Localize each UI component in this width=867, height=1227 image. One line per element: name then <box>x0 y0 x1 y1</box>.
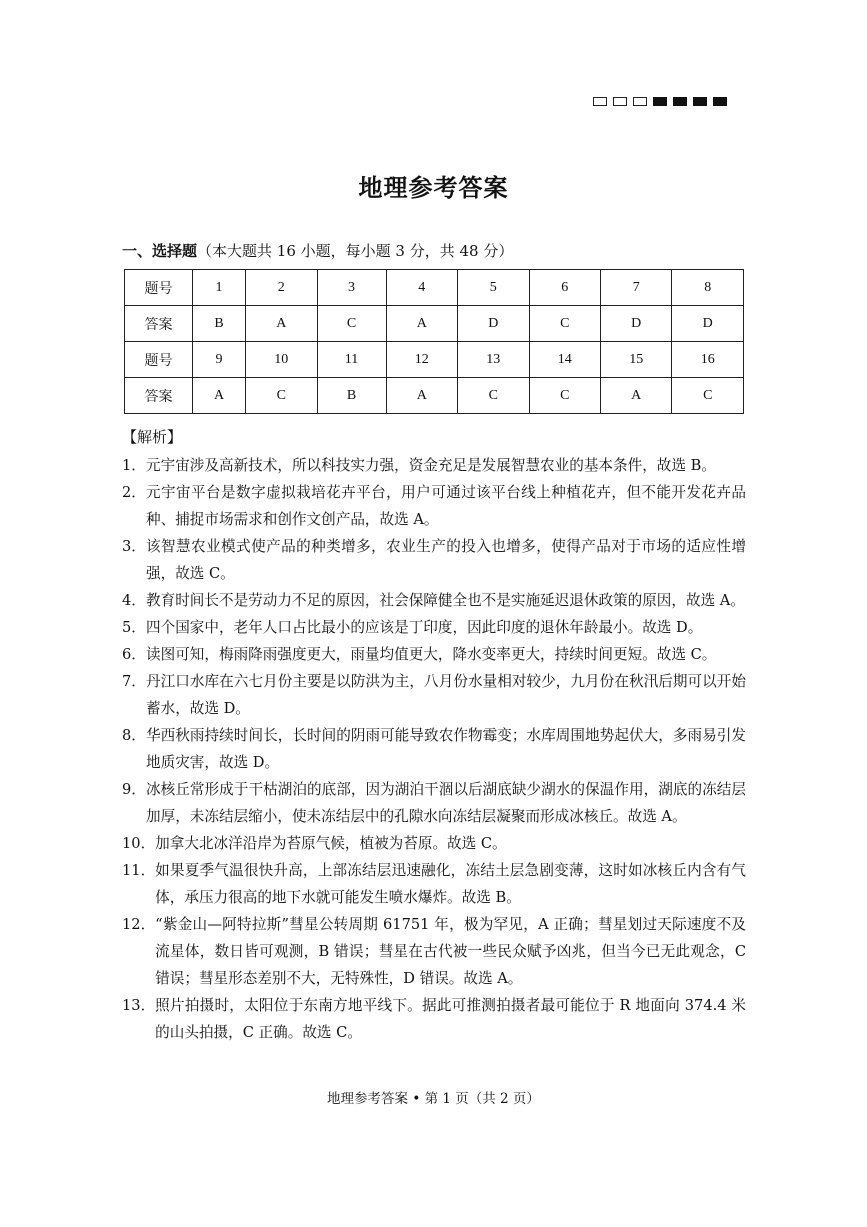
answer-cell: B <box>193 306 246 342</box>
item-number: 7． <box>122 673 146 690</box>
filled-square-mark <box>673 97 687 106</box>
page-footer: 地理参考答案 • 第 1 页（共 2 页） <box>327 1091 540 1107</box>
section-heading <box>122 240 513 261</box>
item-number: 13． <box>122 997 156 1014</box>
empty-square-mark <box>633 97 647 106</box>
item-number: 12． <box>122 916 156 933</box>
analysis-item <box>122 992 746 1046</box>
analysis-item <box>122 641 746 668</box>
answer-cell: C <box>458 378 529 414</box>
question-number-cell: 16 <box>672 342 744 378</box>
question-number-cell: 12 <box>386 342 457 378</box>
analysis-item <box>122 587 746 614</box>
item-text: 读图可知，梅雨降雨强度更大，雨量均值更大，降水变率更大，持续时间更短。故选 C。 <box>146 646 717 663</box>
answer-table <box>124 269 744 414</box>
answer-cell: C <box>529 306 600 342</box>
answer-cell: A <box>600 378 671 414</box>
answer-cell: D <box>672 306 744 342</box>
analysis-item <box>122 452 746 479</box>
analysis-item <box>122 479 746 533</box>
item-text: 元宇宙平台是数字虚拟栽培花卉平台，用户可通过该平台线上种植花卉，但不能开发花卉品种、捕捉市场需求和创作文创产品，故选 A。 <box>146 484 746 528</box>
answer-cell: B <box>317 378 386 414</box>
question-number-cell: 10 <box>246 342 317 378</box>
analysis-item <box>122 533 746 587</box>
answer-cell: A <box>246 306 317 342</box>
analysis-item <box>122 668 746 722</box>
item-text: 照片拍摄时，太阳位于东南方地平线下。据此可推测拍摄者最可能位于 R 地面向 374.4 米的山头拍摄，C 正确。故选 C。 <box>155 997 746 1041</box>
row-label: 题号 <box>125 342 193 378</box>
page-title: 地理参考答案 <box>358 173 509 202</box>
item-number: 9． <box>122 781 146 798</box>
row-label: 答案 <box>125 306 193 342</box>
answer-cell: D <box>600 306 671 342</box>
item-number: 3． <box>122 538 146 555</box>
question-number-cell: 1 <box>193 270 246 306</box>
row-label: 答案 <box>125 378 193 414</box>
question-number-cell: 9 <box>193 342 246 378</box>
item-text: 四个国家中，老年人口占比最小的应该是丁印度，因此印度的退休年龄最小。故选 D。 <box>146 619 703 636</box>
section-note: （本大题共 16 小题，每小题 3 分，共 48 分） <box>197 242 514 260</box>
answer-row <box>125 378 744 414</box>
answer-cell: A <box>193 378 246 414</box>
question-number-cell: 11 <box>317 342 386 378</box>
analysis-item <box>122 830 746 857</box>
section-label: 一、选择题 <box>122 242 198 260</box>
analysis-item <box>122 911 746 992</box>
empty-square-mark <box>613 97 627 106</box>
answer-cell: C <box>246 378 317 414</box>
question-number-cell: 4 <box>386 270 457 306</box>
filled-square-mark <box>653 97 667 106</box>
item-number: 4． <box>122 592 146 609</box>
analysis-item <box>122 776 746 830</box>
item-number: 10． <box>122 835 156 852</box>
item-text: 加拿大北冰洋沿岸为苔原气候，植被为苔原。故选 C。 <box>155 835 507 852</box>
item-text: 如果夏季气温很快升高，上部冻结层迅速融化，冻结土层急剧变薄，这时如冰核丘内含有气体，承压力很高的地下水就可能发生喷水爆炸。故选 B。 <box>155 862 746 906</box>
item-text: 冰核丘常形成于干枯湖泊的底部，因为湖泊干涸以后湖底缺少湖水的保温作用，湖底的冻结层加厚，未冻结层缩小，使未冻结层中的孔隙水向冻结层凝聚而形成冰核丘。故选 A。 <box>146 781 746 825</box>
answer-cell: C <box>529 378 600 414</box>
item-number: 1． <box>122 457 146 474</box>
question-number-cell: 7 <box>600 270 671 306</box>
item-number: 5． <box>122 619 146 636</box>
item-number: 6． <box>122 646 146 663</box>
item-text: 华西秋雨持续时间长，长时间的阴雨可能导致农作物霉变；水库周围地势起伏大，多雨易引发地质灾害，故选 D。 <box>146 727 746 771</box>
item-text: 丹江口水库在六七月份主要是以防洪为主，八月份水量相对较少，九月份在秋汛后期可以开始蓄水，故选 D。 <box>146 673 746 717</box>
analysis-item <box>122 614 746 641</box>
row-label: 题号 <box>125 270 193 306</box>
analysis-item <box>122 722 746 776</box>
filled-square-mark <box>693 97 707 106</box>
item-text: “紫金山—阿特拉斯”彗星公转周期 61751 年，极为罕见，A 正确；彗星划过天际速度不及流星体，数日皆可观测，B 错误；彗星在古代被一些民众赋予凶兆，但当今已无此观念，C 错误；彗星形态差别不大，无特殊性，D 错误。故选 A。 <box>155 916 746 987</box>
question-number-cell: 5 <box>458 270 529 306</box>
header-marks <box>593 97 727 106</box>
answer-cell: C <box>672 378 744 414</box>
question-number-cell: 13 <box>458 342 529 378</box>
answer-cell: A <box>386 378 457 414</box>
item-number: 8． <box>122 727 146 744</box>
answer-row <box>125 306 744 342</box>
analysis-heading: 【解析】 <box>122 428 183 446</box>
question-number-cell: 8 <box>672 270 744 306</box>
item-text: 教育时间长不是劳动力不足的原因，社会保障健全也不是实施延迟退休政策的原因，故选 A。 <box>146 592 745 609</box>
question-number-row <box>125 342 744 378</box>
item-text: 元宇宙涉及高新技术，所以科技实力强，资金充足是发展智慧农业的基本条件，故选 B。 <box>146 457 716 474</box>
answer-cell: C <box>317 306 386 342</box>
analysis-item <box>122 857 746 911</box>
empty-square-mark <box>593 97 607 106</box>
answer-cell: D <box>458 306 529 342</box>
question-number-cell: 14 <box>529 342 600 378</box>
answer-cell: A <box>386 306 457 342</box>
question-number-cell: 2 <box>246 270 317 306</box>
item-text: 该智慧农业模式使产品的种类增多，农业生产的投入也增多，使得产品对于市场的适应性增强，故选 C。 <box>146 538 746 582</box>
filled-square-mark <box>713 97 727 106</box>
item-number: 2． <box>122 484 146 501</box>
question-number-cell: 15 <box>600 342 671 378</box>
question-number-cell: 6 <box>529 270 600 306</box>
question-number-cell: 3 <box>317 270 386 306</box>
question-number-row <box>125 270 744 306</box>
item-number: 11． <box>122 862 156 879</box>
analysis-list <box>122 452 746 1046</box>
